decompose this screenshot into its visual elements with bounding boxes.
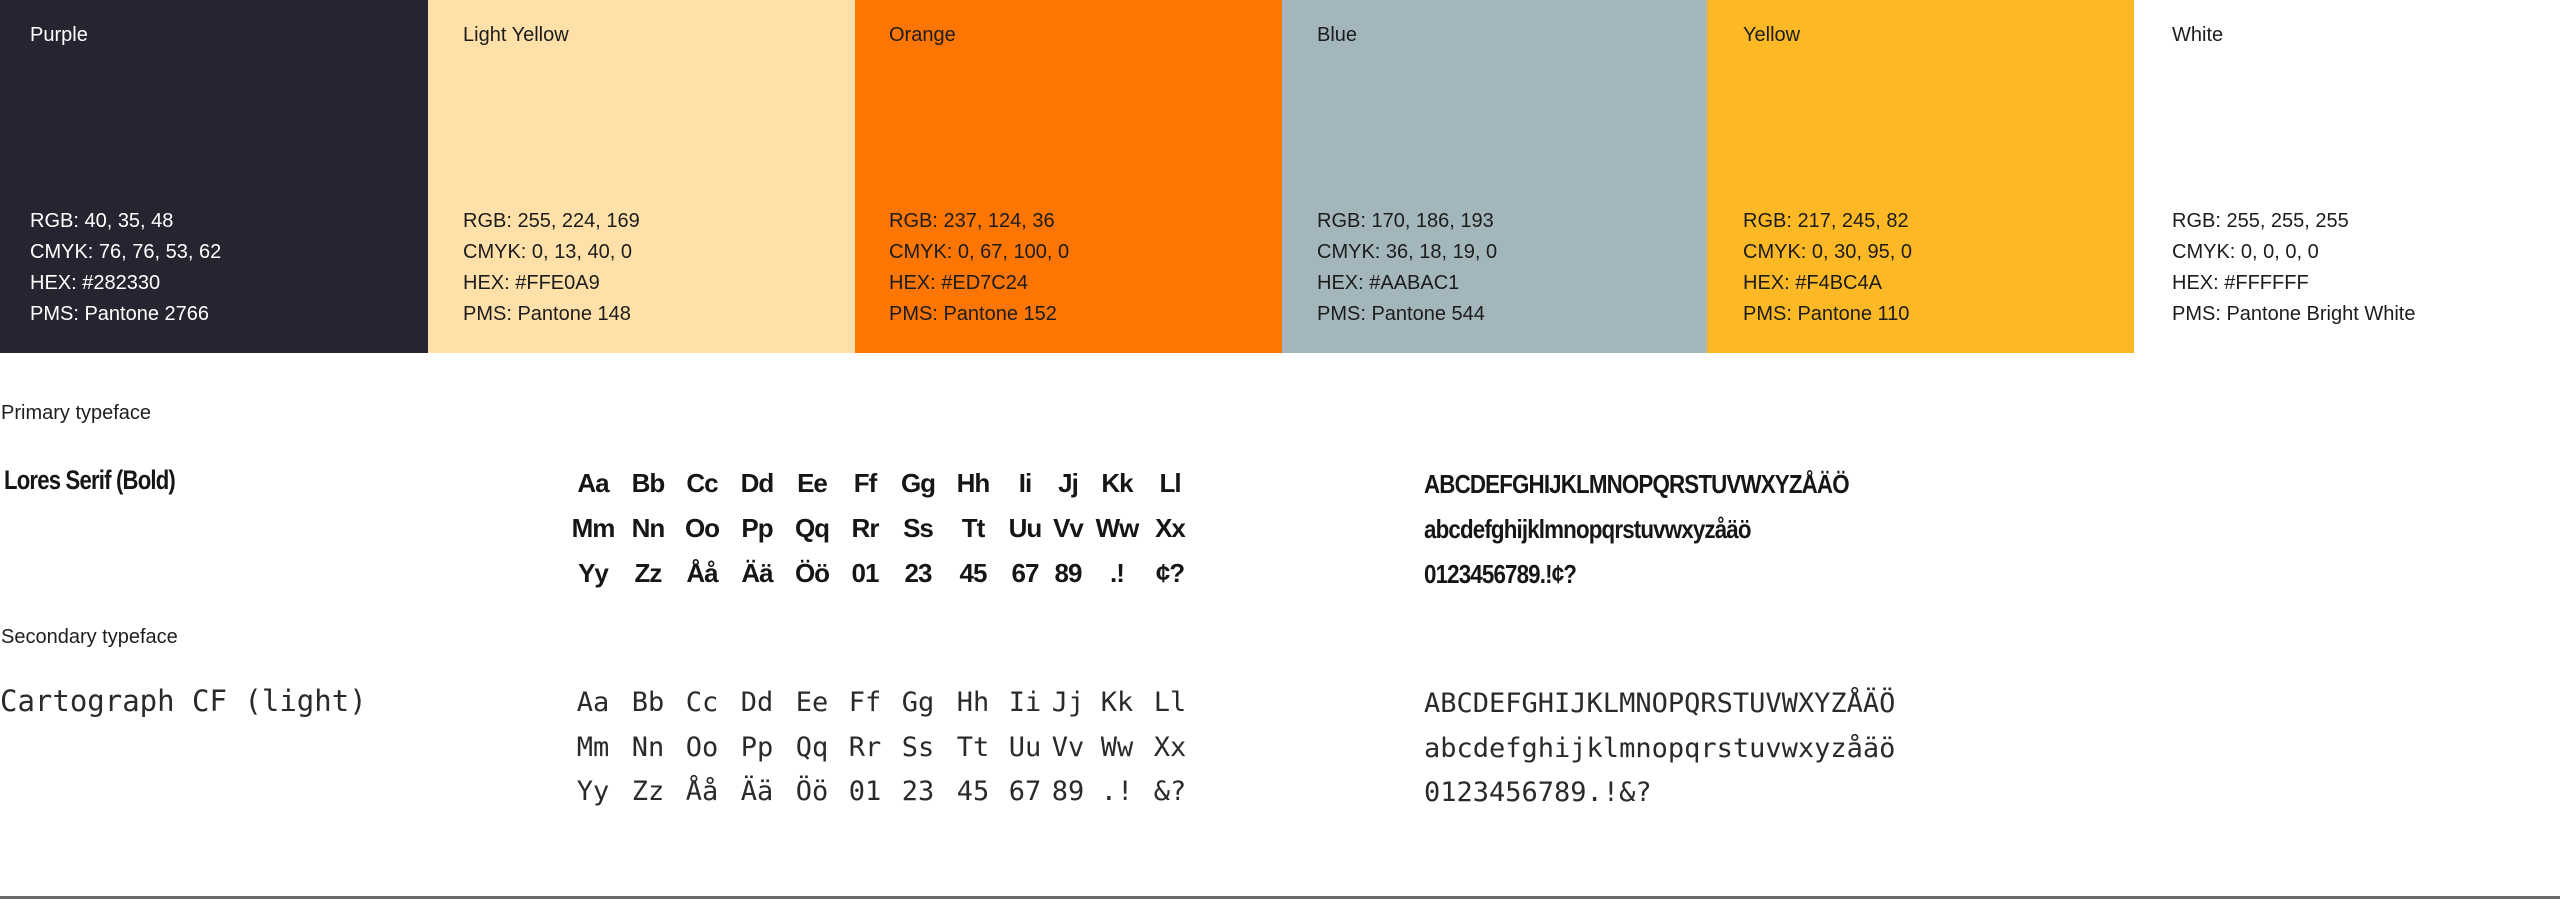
secondary-glyph-pair: Hh (956, 687, 990, 718)
primary-glyph-pair: Uu (1008, 513, 1042, 543)
swatch-pms: PMS: Pantone 2766 (30, 303, 210, 325)
secondary-glyph-pair: Qq (795, 732, 829, 763)
primary-glyph-pair: Kk (1101, 468, 1133, 498)
swatch-cmyk: CMYK: 76, 76, 53, 62 (30, 241, 222, 263)
secondary-glyph-pair: Zz (631, 776, 665, 807)
swatch-name: Purple (30, 24, 88, 46)
primary-numerals-line: 0123456789.!¢? (1424, 559, 1577, 589)
swatch-name: Blue (1317, 24, 1358, 46)
secondary-glyph-pair: Oo (685, 732, 719, 763)
primary-glyph-pair: Tt (961, 513, 985, 543)
secondary-glyph-pair: Nn (631, 732, 665, 763)
secondary-glyph-pair: 01 (848, 776, 882, 807)
swatch-rgb: RGB: 255, 255, 255 (2172, 210, 2349, 232)
primary-glyph-pair: Ää (741, 558, 773, 588)
swatch-cmyk: CMYK: 36, 18, 19, 0 (1317, 241, 1498, 263)
swatch-specs (463, 206, 640, 330)
secondary-glyph-pair: Mm (576, 732, 610, 763)
primary-glyph-pair: 45 (959, 558, 987, 588)
swatch-cmyk: CMYK: 0, 30, 95, 0 (1743, 241, 1912, 263)
secondary-glyph-pair: 89 (1051, 776, 1085, 807)
secondary-glyph-pair: .! (1100, 776, 1134, 807)
secondary-glyph-pair: Tt (956, 732, 990, 763)
secondary-glyph-pair: Jj (1051, 687, 1085, 718)
primary-glyph-pair: Ee (797, 468, 827, 498)
secondary-glyph-pair: Ww (1100, 732, 1134, 763)
secondary-glyph-pair: Gg (901, 687, 935, 718)
secondary-glyph-pair: Uu (1008, 732, 1042, 763)
primary-glyph-pair: .! (1110, 558, 1124, 588)
swatch-purple (0, 0, 428, 353)
secondary-glyph-pair: 67 (1008, 776, 1042, 807)
primary-glyph-pair: Xx (1155, 513, 1185, 543)
secondary-glyph-pair: 45 (956, 776, 990, 807)
secondary-glyph-pair: Aa (576, 687, 610, 718)
secondary-font-name: Cartograph CF (light) (0, 684, 367, 718)
primary-glyph-pair: Rr (851, 513, 879, 543)
primary-glyph-pair: Jj (1058, 468, 1078, 498)
swatch-cmyk: CMYK: 0, 0, 0, 0 (2172, 241, 2319, 263)
secondary-glyph-pair: Yy (576, 776, 610, 807)
primary-glyph-pair: Pp (741, 513, 773, 543)
primary-glyph-pair: Qq (794, 513, 830, 543)
swatch-rgb: RGB: 40, 35, 48 (30, 210, 174, 232)
swatch-cmyk: CMYK: 0, 67, 100, 0 (889, 241, 1070, 263)
swatch-specs (2172, 206, 2415, 330)
swatch-pms: PMS: Pantone 110 (1743, 303, 1910, 325)
primary-glyph-pair: Gg (900, 468, 936, 498)
swatch-name: Light Yellow (463, 24, 569, 46)
primary-glyph-pair: Ww (1095, 513, 1139, 543)
swatch-rgb: RGB: 170, 186, 193 (1317, 210, 1494, 232)
swatch-specs (1317, 206, 1497, 330)
primary-glyph-pair: Nn (631, 513, 665, 543)
primary-glyph-pair: Ll (1159, 468, 1181, 498)
primary-lowercase-line: abcdefghijklmnopqrstuvwxyzåäö (1424, 514, 1751, 544)
swatch-name: White (2172, 24, 2224, 46)
swatch-orange (855, 0, 1282, 353)
swatch-pms: PMS: Pantone Bright White (2172, 303, 2416, 325)
secondary-uppercase-line: ABCDEFGHIJKLMNOPQRSTUVWXYZÅÄÖ (1424, 688, 1896, 719)
secondary-glyph-pair: Ii (1008, 687, 1042, 718)
secondary-glyph-pair: Pp (740, 732, 774, 763)
primary-glyph-pair: 23 (904, 558, 932, 588)
primary-glyph-pair: Aa (577, 468, 609, 498)
swatch-rgb: RGB: 237, 124, 36 (889, 210, 1055, 232)
primary-glyph-pair: Hh (956, 468, 990, 498)
primary-glyph-pair: Vv (1053, 513, 1083, 543)
primary-glyph-pair: ¢? (1155, 558, 1185, 588)
secondary-glyph-pair: Xx (1153, 732, 1187, 763)
primary-glyph-pair: Ss (903, 513, 933, 543)
primary-glyph-pair: 67 (1011, 558, 1039, 588)
swatch-specs (1743, 206, 1912, 330)
primary-glyph-pair: Oo (684, 513, 720, 543)
swatch-name: Orange (889, 24, 956, 46)
primary-glyph-pair: 01 (851, 558, 879, 588)
secondary-typeface-label: Secondary typeface (1, 626, 178, 648)
swatch-pms: PMS: Pantone 148 (463, 303, 631, 325)
swatch-hex: HEX: #ED7C24 (889, 272, 1028, 294)
swatch-white (2134, 0, 2560, 353)
swatch-rgb: RGB: 255, 224, 169 (463, 210, 640, 232)
secondary-glyph-pair: Ll (1153, 687, 1187, 718)
primary-typeface-label: Primary typeface (1, 402, 152, 424)
primary-glyph-pair: Öö (794, 558, 830, 588)
primary-glyph-pair: Ii (1018, 468, 1032, 498)
secondary-glyph-pair: Ee (795, 687, 829, 718)
primary-glyph-pair: 89 (1054, 558, 1082, 588)
primary-glyph-pair: Bb (631, 468, 665, 498)
swatch-specs (889, 206, 1069, 330)
swatch-light-yellow (428, 0, 855, 353)
secondary-glyph-pair: Åå (685, 776, 719, 807)
secondary-glyph-pair: Ää (740, 776, 774, 807)
secondary-glyph-pair: Ss (901, 732, 935, 763)
secondary-glyph-pair: Bb (631, 687, 665, 718)
primary-glyph-pair: Ff (853, 468, 877, 498)
primary-glyph-pair: Dd (740, 468, 774, 498)
secondary-glyph-pair: Ff (848, 687, 882, 718)
color-palette (0, 0, 2560, 353)
swatch-hex: HEX: #AABAC1 (1317, 272, 1460, 294)
swatch-hex: HEX: #FFE0A9 (463, 272, 600, 294)
swatch-blue (1282, 0, 1707, 353)
primary-glyph-pair: Åå (686, 558, 718, 588)
secondary-glyph-pair: Dd (740, 687, 774, 718)
secondary-glyph-pair: Vv (1051, 732, 1085, 763)
swatch-hex: HEX: #F4BC4A (1743, 272, 1882, 294)
primary-glyph-pair: Zz (634, 558, 662, 588)
secondary-glyph-pair: Kk (1100, 687, 1134, 718)
primary-glyph-pair: Mm (571, 513, 615, 543)
swatch-hex: HEX: #282330 (30, 272, 161, 294)
swatch-yellow (1707, 0, 2134, 353)
swatch-hex: HEX: #FFFFFF (2172, 272, 2309, 294)
swatch-cmyk: CMYK: 0, 13, 40, 0 (463, 241, 632, 263)
secondary-lowercase-line: abcdefghijklmnopqrstuvwxyzåäö (1424, 733, 1896, 764)
secondary-glyph-pair: Cc (685, 687, 719, 718)
primary-uppercase-line: ABCDEFGHIJKLMNOPQRSTUVWXYZÅÄÖ (1424, 469, 1849, 499)
swatch-specs (30, 206, 221, 330)
swatch-pms: PMS: Pantone 544 (1317, 303, 1485, 325)
swatch-rgb: RGB: 217, 245, 82 (1743, 210, 1909, 232)
secondary-glyph-pair: &? (1153, 776, 1187, 807)
secondary-glyph-pair: Öö (795, 776, 829, 807)
secondary-glyph-pair: Rr (848, 732, 882, 763)
secondary-glyph-pair: 23 (901, 776, 935, 807)
primary-glyph-pair: Cc (686, 468, 718, 498)
swatch-pms: PMS: Pantone 152 (889, 303, 1057, 325)
primary-glyph-pair: Yy (578, 558, 608, 588)
swatch-name: Yellow (1743, 24, 1801, 46)
secondary-numerals-line: 0123456789.!&? (1424, 777, 1652, 808)
primary-font-name: Lores Serif (Bold) (4, 465, 175, 495)
